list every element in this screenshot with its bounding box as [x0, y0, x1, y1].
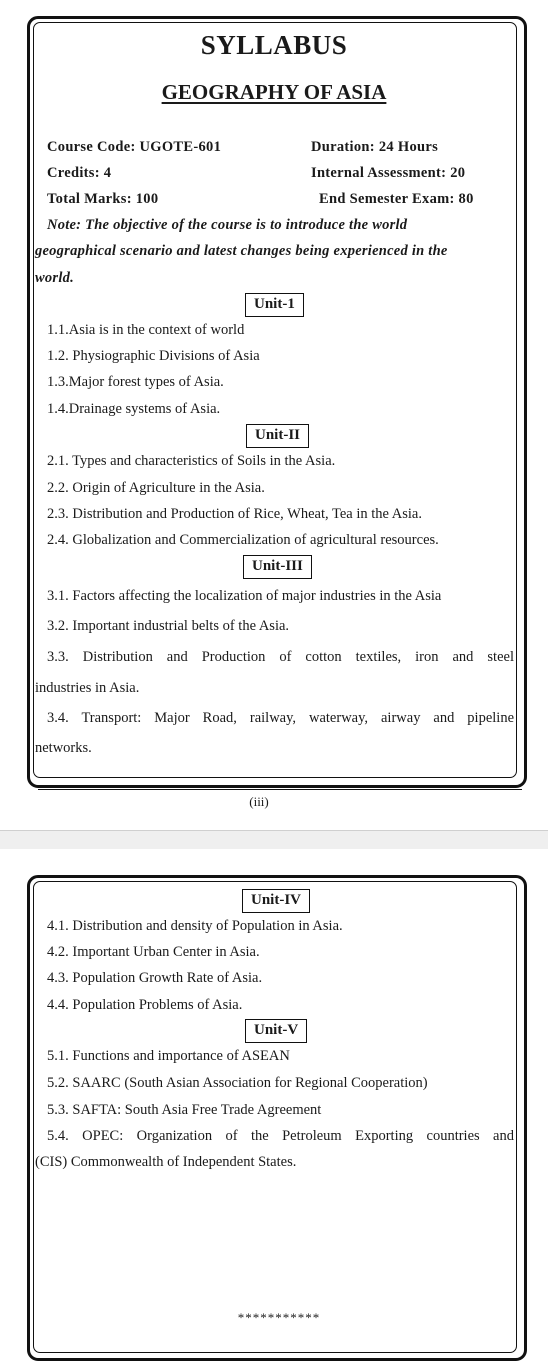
note-line-2: geographical scenario and latest changes being experienced in the — [35, 243, 448, 259]
end-semester-exam: End Semester Exam: 80 — [319, 191, 474, 207]
page-separator — [0, 830, 548, 850]
unit-2-item: 2.3. Distribution and Production of Rice, Wheat, Tea in the Asia. — [47, 506, 422, 522]
unit-3-item: industries in Asia. — [35, 680, 140, 696]
page-title: SYLLABUS — [200, 30, 348, 60]
unit-1-item: 1.3.Major forest types of Asia. — [47, 374, 224, 390]
syllabus-page-2 — [0, 849, 548, 1342]
unit-4-heading: Unit-IV — [242, 889, 310, 913]
total-marks: Total Marks: 100 — [47, 191, 159, 207]
unit-5-item: 5.4. OPEC: Organization of the Petroleum Exporting countries and — [47, 1128, 514, 1144]
unit-3-item: 3.3. Distribution and Production of cotton textiles, iron and steel — [47, 649, 514, 665]
unit-4-item: 4.2. Important Urban Center in Asia. — [47, 944, 260, 960]
unit-5-item: 5.2. SAARC (South Asian Association for Regional Cooperation) — [47, 1075, 428, 1091]
unit-4-item: 4.4. Population Problems of Asia. — [47, 997, 243, 1013]
credits: Credits: 4 — [47, 165, 112, 181]
unit-3-item: networks. — [35, 740, 92, 756]
unit-4-item: 4.3. Population Growth Rate of Asia. — [47, 970, 263, 986]
unit-5-heading: Unit-V — [245, 1019, 307, 1043]
unit-1-heading: Unit-1 — [245, 293, 304, 317]
unit-2-item: 2.2. Origin of Agriculture in the Asia. — [47, 480, 265, 496]
course-title: GEOGRAPHY OF ASIA — [161, 80, 387, 104]
unit-2-item: 2.4. Globalization and Commercialization of agricultural resources. — [47, 532, 439, 548]
unit-1-item: 1.1.Asia is in the context of world — [47, 322, 245, 338]
unit-3-item: 3.1. Factors affecting the localization of major industries in the Asia — [47, 588, 442, 604]
note-line-3: world. — [35, 270, 74, 286]
unit-2-item: 2.1. Types and characteristics of Soils in the Asia. — [47, 453, 336, 469]
course-code: Course Code: UGOTE-601 — [47, 139, 222, 155]
duration: Duration: 24 Hours — [311, 139, 439, 155]
internal-assessment: Internal Assessment: 20 — [311, 165, 466, 181]
unit-3-item: 3.4. Transport: Major Road, railway, waterway, airway and pipeline — [47, 710, 514, 726]
unit-1-item: 1.2. Physiographic Divisions of Asia — [47, 348, 260, 364]
border-shadow-line — [38, 789, 522, 790]
unit-4-item: 4.1. Distribution and density of Population in Asia. — [47, 918, 343, 934]
unit-5-item: 5.3. SAFTA: South Asia Free Trade Agreement — [47, 1102, 322, 1118]
unit-5-item: (CIS) Commonwealth of Independent States. — [35, 1154, 297, 1170]
unit-3-item: 3.2. Important industrial belts of the Asia. — [47, 618, 290, 634]
unit-2-heading: Unit-II — [246, 424, 309, 448]
unit-3-heading: Unit-III — [243, 555, 312, 579]
unit-1-item: 1.4.Drainage systems of Asia. — [47, 401, 221, 417]
page-number: (iii) — [249, 794, 269, 809]
end-marker: *********** — [237, 1310, 321, 1325]
note-line-1: Note: The objective of the course is to introduce the world — [47, 217, 408, 233]
unit-5-item: 5.1. Functions and importance of ASEAN — [47, 1048, 290, 1064]
